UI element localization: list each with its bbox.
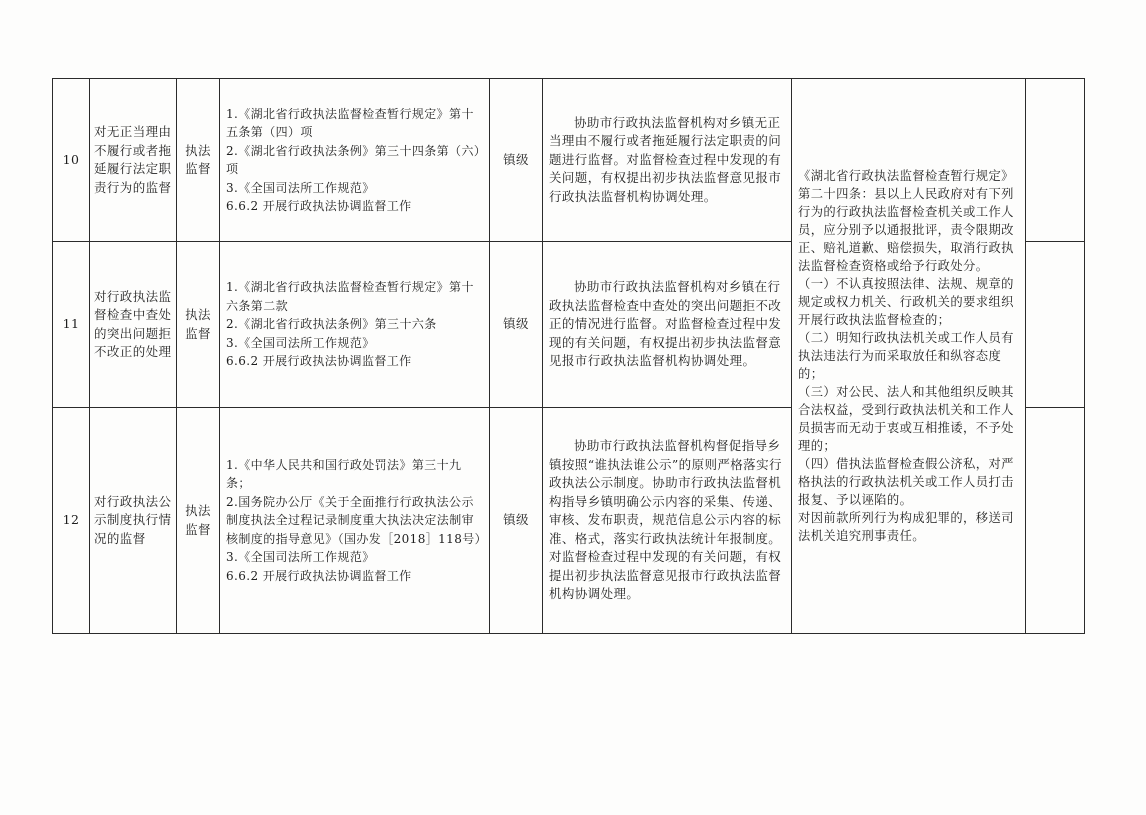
basis-line: 6.6.2 开展行政执法协调监督工作 [226, 354, 412, 369]
liability-line: 对因前款所列行为构成犯罪的，移送司法机关追究刑事责任。 [798, 511, 1014, 543]
basis-line: 6.6.2 开展行政执法协调监督工作 [226, 568, 412, 583]
legal-basis [220, 408, 490, 634]
admin-level: 镇级 [490, 408, 543, 634]
table-row [53, 79, 1085, 242]
row-number: 10 [53, 79, 90, 242]
basis-line: 1.《中华人民共和国行政处罚法》第三十九条； [226, 457, 462, 491]
item-type: 执法监督 [177, 408, 220, 634]
item-name: 对无正当理由不履行或者拖延履行法定职责行为的监督 [90, 79, 177, 242]
liability-line: （四）借执法监督检查假公济私，对严格执法的行政执法机关或工作人员打击报复、予以诬陷的。 [798, 457, 1014, 507]
basis-line: 6.6.2 开展行政执法协调监督工作 [226, 199, 412, 213]
basis-line: 3.《全国司法所工作规范》 [226, 335, 375, 350]
liability-line: （二）明知行政执法机关或工作人员有执法违法行为而采取放任和纵容态度的； [798, 331, 1014, 381]
liability-line: （一）不认真按照法律、法规、规章的规定或权力机关、行政机关的要求组织开展行政执法监督检查的； [798, 277, 1014, 327]
duty-description: 协助市行政执法监督机构对乡镇在行政执法监督检查中查处的突出问题拒不改正的情况进行监督。对监督检查过程中发现的有关问题，有权提出初步执法监督意见报市行政执法监督机构协调处理。 [543, 242, 792, 408]
admin-level: 镇级 [490, 242, 543, 408]
admin-level: 镇级 [490, 79, 543, 242]
legal-basis [220, 79, 490, 242]
row-number: 11 [53, 242, 90, 408]
basis-line: 1.《湖北省行政执法监督检查暂行规定》第十六条第二款 [226, 280, 474, 313]
duty-description: 协助市行政执法监督机构督促指导乡镇按照“谁执法谁公示”的原则严格落实行政执法公示制度。协助市行政执法监督机构指导乡镇明确公示内容的采集、传递、审核、发布职责，规范信息公示内容的标准、格式，落实行政执法统计年报制度。对监督检查过程中发现的有关问题，有权提出初步执法监督意见报市行政执法监督机构协调处理。 [543, 408, 792, 634]
liability-line: 《湖北省行政执法监督检查暂行规定》第二十四条：县以上人民政府对有下列行为的行政执法监督检查机关或工作人员，应分别予以通报批评，责令限期改正、赔礼道歉、赔偿损失，取消行政执法监督检查资格或给予行政处分。 [798, 169, 1014, 273]
remarks-cell [1026, 242, 1085, 408]
item-name: 对行政执法公示制度执行情况的监督 [90, 408, 177, 634]
item-type: 执法监督 [177, 79, 220, 242]
liability-clause [792, 79, 1026, 634]
duties-table [52, 78, 1085, 634]
liability-line: （三）对公民、法人和其他组织反映其合法权益，受到行政执法机关和工作人员损害而无动于衷或互相推诿，不予处理的； [798, 385, 1014, 453]
remarks-cell [1026, 79, 1085, 242]
basis-line: 3.《全国司法所工作规范》 [226, 550, 375, 565]
basis-line: 2.国务院办公厅《关于全面推行行政执法公示制度执法全过程记录制度重大执法决定法制审核制度的指导意见》（国办发［2018］118号） [226, 494, 488, 546]
item-type: 执法监督 [177, 242, 220, 408]
basis-line: 2.《湖北省行政执法条例》第三十六条 [226, 317, 437, 332]
duty-description: 协助市行政执法监督机构对乡镇无正当理由不履行或者拖延履行法定职责的问题进行监督。对监督检查过程中发现的有关问题，有权提出初步执法监督意见报市行政执法监督机构协调处理。 [543, 79, 792, 242]
basis-line: 1.《湖北省行政执法监督检查暂行规定》第十五条第（四）项 [226, 106, 474, 139]
basis-line: 3.《全国司法所工作规范》 [226, 180, 375, 195]
row-number: 12 [53, 408, 90, 634]
legal-basis [220, 242, 490, 408]
item-name: 对行政执法监督检查中查处的突出问题拒不改正的处理 [90, 242, 177, 408]
remarks-cell [1026, 408, 1085, 634]
basis-line: 2.《湖北省行政执法条例》第三十四条第（六）项 [226, 143, 481, 176]
